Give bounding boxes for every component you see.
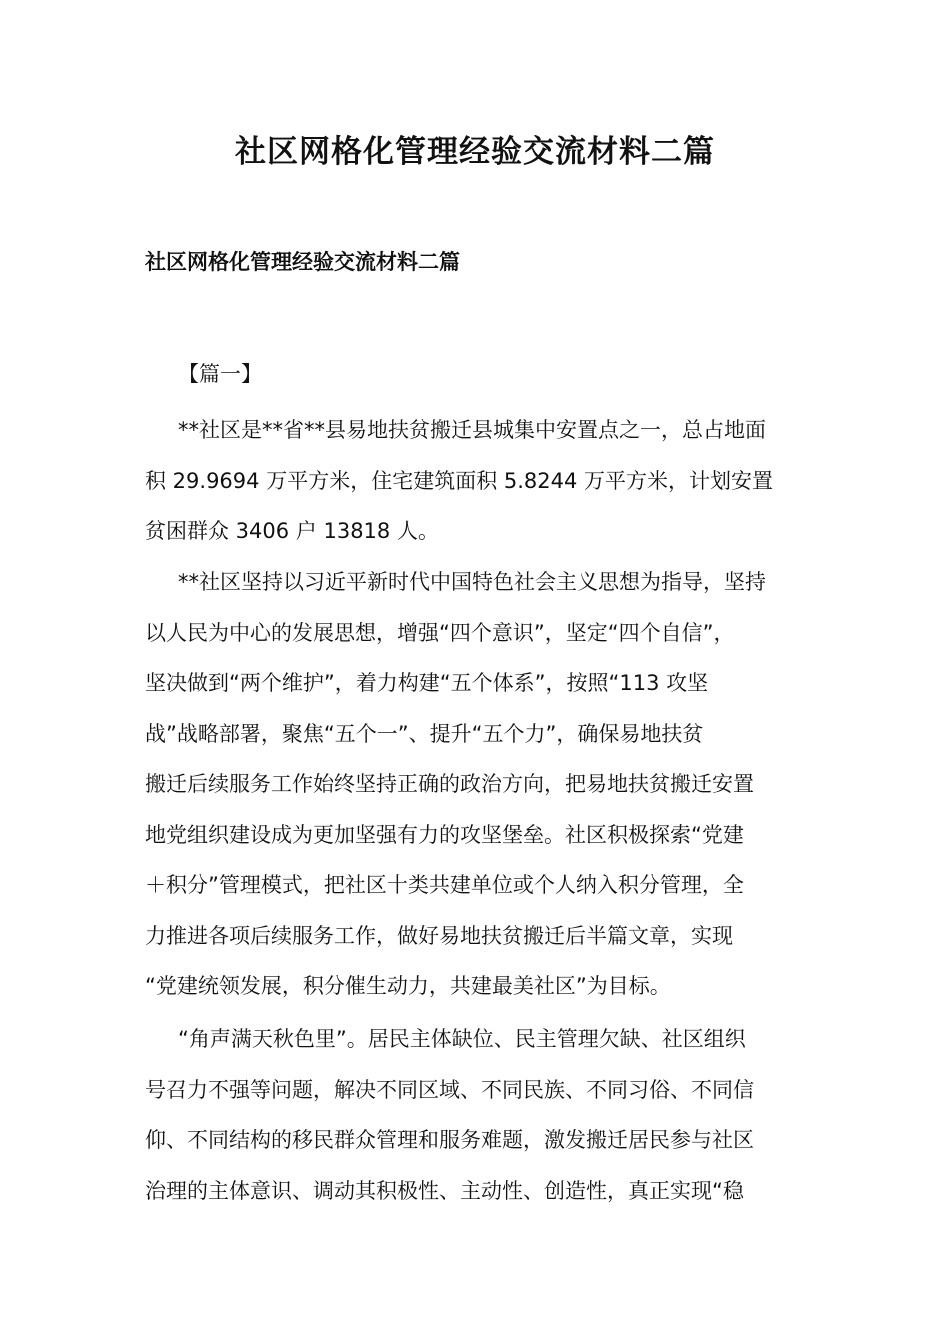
- paragraph-line: 战”战略部署，聚焦“五个一”、提升“五个力”，确保易地扶贫: [145, 721, 704, 746]
- document-subtitle: 社区网格化管理经验交流材料二篇: [145, 250, 460, 274]
- section-label: 【篇一】: [178, 362, 262, 386]
- paragraph-line: ＋积分”管理模式，把社区十类共建单位或个人纳入积分管理，全: [145, 873, 744, 897]
- paragraph-line: 贫困群众 3406 户 13818 人。: [145, 519, 439, 543]
- paragraph-line: **社区是**省**县易地扶贫搬迁县城集中安置点之一，总占地面: [178, 418, 766, 442]
- paragraph-1: [145, 405, 807, 557]
- paragraph-line: 坚决做到“两个维护”，着力构建“五个体系”，按照“113 攻坚: [145, 671, 709, 695]
- paragraph-line: “党建统领发展，积分催生动力，共建最美社区”为目标。: [145, 974, 671, 998]
- paragraph-line: 仰、不同结构的移民群众管理和服务难题，激发搬迁居民参与社区: [145, 1128, 754, 1152]
- paragraph-3: [145, 1014, 807, 1216]
- paragraph-line: “角声满天秋色里”。居民主体缺位、民主管理欠缺、社区组织: [178, 1027, 746, 1051]
- paragraph-line: 治理的主体意识、调动其积极性、主动性、创造性，真正实现“稳: [145, 1178, 744, 1203]
- paragraph-line: 搬迁后续服务工作始终坚持正确的政治方向，把易地扶贫搬迁安置: [145, 772, 754, 796]
- paragraph-2: [145, 557, 807, 1012]
- paragraph-line: 以人民为中心的发展思想，增强“四个意识”，坚定“四个自信”，: [145, 620, 735, 645]
- document-title: 社区网格化管理经验交流材料二篇: [235, 134, 715, 170]
- paragraph-line: 力推进各项后续服务工作，做好易地扶贫搬迁后半篇文章，实现: [145, 923, 733, 948]
- paragraph-line: 号召力不强等问题，解决不同区域、不同民族、不同习俗、不同信: [145, 1077, 754, 1102]
- paragraph-line: **社区坚持以习近平新时代中国特色社会主义思想为指导，坚持: [178, 570, 766, 594]
- paragraph-line: 积 29.9694 万平方米，住宅建筑面积 5.8244 万平方米，计划安置: [145, 468, 774, 493]
- paragraph-line: 地党组织建设成为更加坚强有力的攻坚堡垒。社区积极探索“党建: [145, 822, 744, 847]
